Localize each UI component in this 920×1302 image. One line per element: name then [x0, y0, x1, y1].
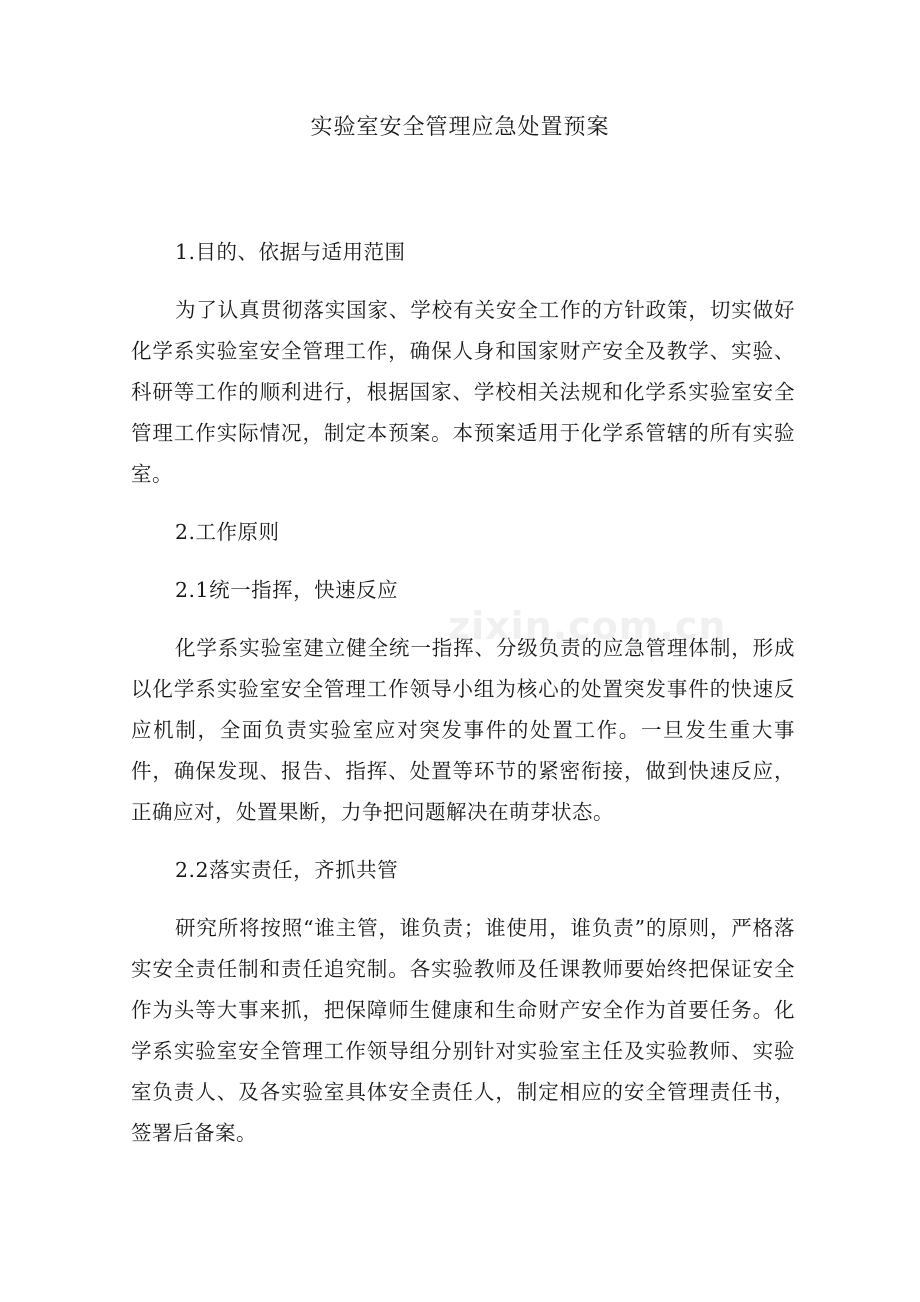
document-body [131, 232, 795, 1171]
subsection-heading-2-1: 2.1统一指挥，快速反应 [175, 578, 399, 602]
section-heading-purpose: 1.目的、依据与适用范围 [175, 240, 406, 264]
document-title: 实验室安全管理应急处置预案 [310, 115, 610, 140]
section-heading-principles: 2.工作原则 [175, 520, 280, 544]
subsection-heading-2-2: 2.2落实责任，齐抓共管 [175, 858, 399, 882]
watermark: zixin.com.cn [448, 604, 727, 648]
paragraph-2-2: 研究所将按照“谁主管，谁负责；谁使用，谁负责”的原则，严格落实安全责任制和责任追究制。各实验教师及任课教师要始终把保证安全作为头等大事来抓，把保障师生健康和生命财产安全作为首要任务。化学系实验室安全管理工作领导组分别针对实验室主任及实验教师、实验室负责人、及各实验室具体安全责任人，制定相应的安全管理责任书，签署后备案。 [131, 916, 795, 1145]
paragraph-purpose: 为了认真贯彻落实国家、学校有关安全工作的方针政策，切实做好化学系实验室安全管理工作，确保人身和国家财产安全及教学、实验、科研等工作的顺利进行，根据国家、学校相关法规和化学系实验室安全管理工作实际情况，制定本预案。本预案适用于化学系管辖的所有实验室。 [131, 298, 795, 486]
paragraph-2-1: 化学系实验室建立健全统一指挥、分级负责的应急管理体制，形成以化学系实验室安全管理工作领导小组为核心的处置突发事件的快速反应机制，全面负责实验室应对突发事件的处置工作。一旦发生重大事件，确保发现、报告、指挥、处置等环节的紧密衔接，做到快速反应，正确应对，处置果断，力争把问题解决在萌芽状态。 [131, 636, 795, 824]
